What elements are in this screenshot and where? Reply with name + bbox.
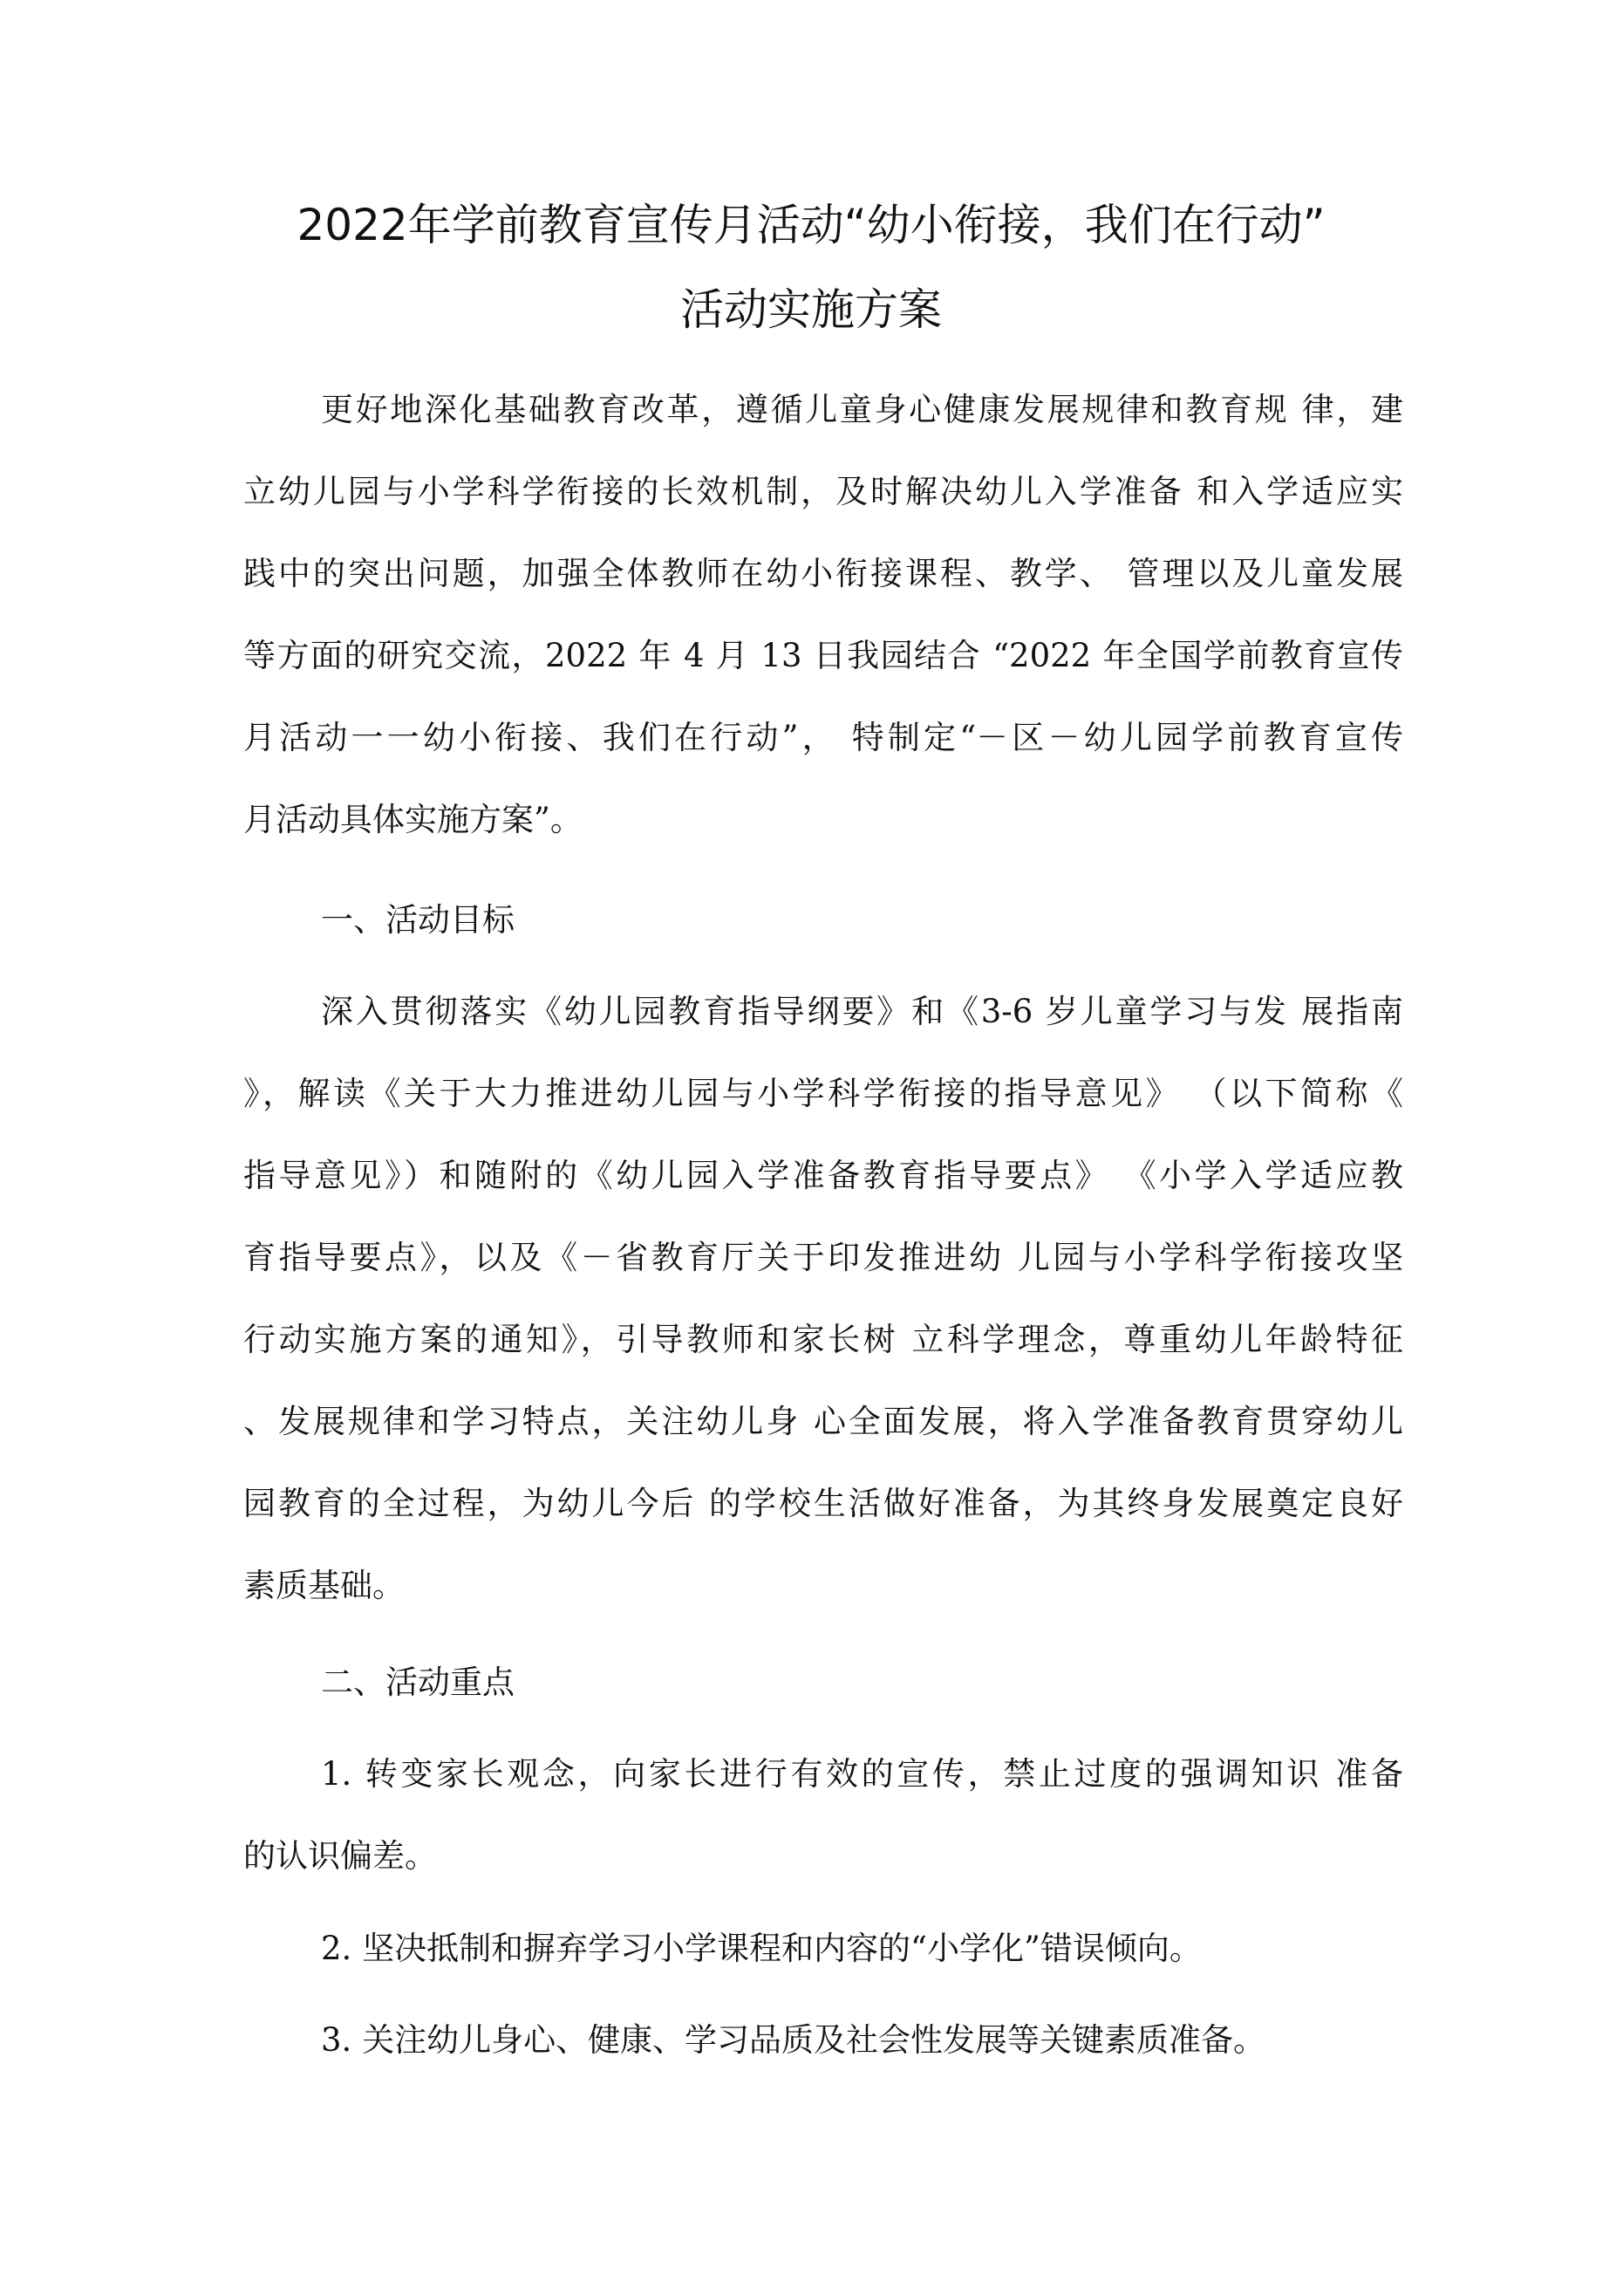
goals-line: 素质基础。 <box>243 1567 405 1604</box>
goals-line: 、发展规律和学习特点，关注幼儿身 心全面发展，将入学准备教育贯穿幼儿 <box>243 1403 1403 1440</box>
intro-line: 立幼儿园与小学科学衔接的长效机制，及时解决幼儿入学准备 和入学适应实 <box>243 473 1403 510</box>
goals-line: 》，解读《关于大力推进幼儿园与小学科学衔接的指导意见》 （以下简称《 <box>243 1075 1403 1112</box>
goals-line: 行动实施方案的通知》，引导教师和家长树 立科学理念，尊重幼儿年龄特征 <box>243 1321 1403 1358</box>
goals-line: 指导意见》）和随附的《幼儿园入学准备教育指导要点》 《小学入学适应教 <box>243 1157 1403 1194</box>
intro-line: 更好地深化基础教育改革，遵循儿童身心健康发展规律和教育规 律，建 <box>321 391 1403 428</box>
intro-line: 践中的突出问题，加强全体教师在幼小衔接课程、教学、 管理以及儿童发展 <box>243 555 1403 592</box>
focus-item-2: 2. 坚决抵制和摒弃学习小学课程和内容的“小学化”错误倾向。 <box>321 1930 1202 1967</box>
intro-line: 等方面的研究交流，2022 年 4 月 13 日我园结合 “2022 年全国学前教育宣传 <box>243 637 1403 674</box>
document-title-line-2: 活动实施方案 <box>680 284 942 335</box>
goals-line: 园教育的全过程，为幼儿今后 的学校生活做好准备，为其终身发展奠定良好 <box>243 1485 1403 1522</box>
goals-line: 育指导要点》，以及《－省教育厅关于印发推进幼 儿园与小学科学衔接攻坚 <box>243 1239 1403 1276</box>
focus-item-1-line: 1. 转变家长观念，向家长进行有效的宣传，禁止过度的强调知识 准备 <box>321 1755 1403 1793</box>
focus-item-3: 3. 关注幼儿身心、健康、学习品质及社会性发展等关键素质准备。 <box>321 2021 1266 2059</box>
intro-line: 月活动一一幼小衔接、我们在行动”， 特制定“－区－幼儿园学前教育宣传 <box>243 719 1403 756</box>
intro-line: 月活动具体实施方案”。 <box>243 801 583 838</box>
section-heading-goals: 一、活动目标 <box>321 901 515 939</box>
section-heading-focus: 二、活动重点 <box>321 1664 515 1701</box>
document-title-line-1: 2022年学前教育宣传月活动“幼小衔接，我们在行动” <box>297 200 1326 250</box>
goals-line: 深入贯彻落实《幼儿园教育指导纲要》和《3-6 岁儿童学习与发 展指南 <box>321 993 1403 1030</box>
focus-item-1-line: 的认识偏差。 <box>243 1837 437 1875</box>
